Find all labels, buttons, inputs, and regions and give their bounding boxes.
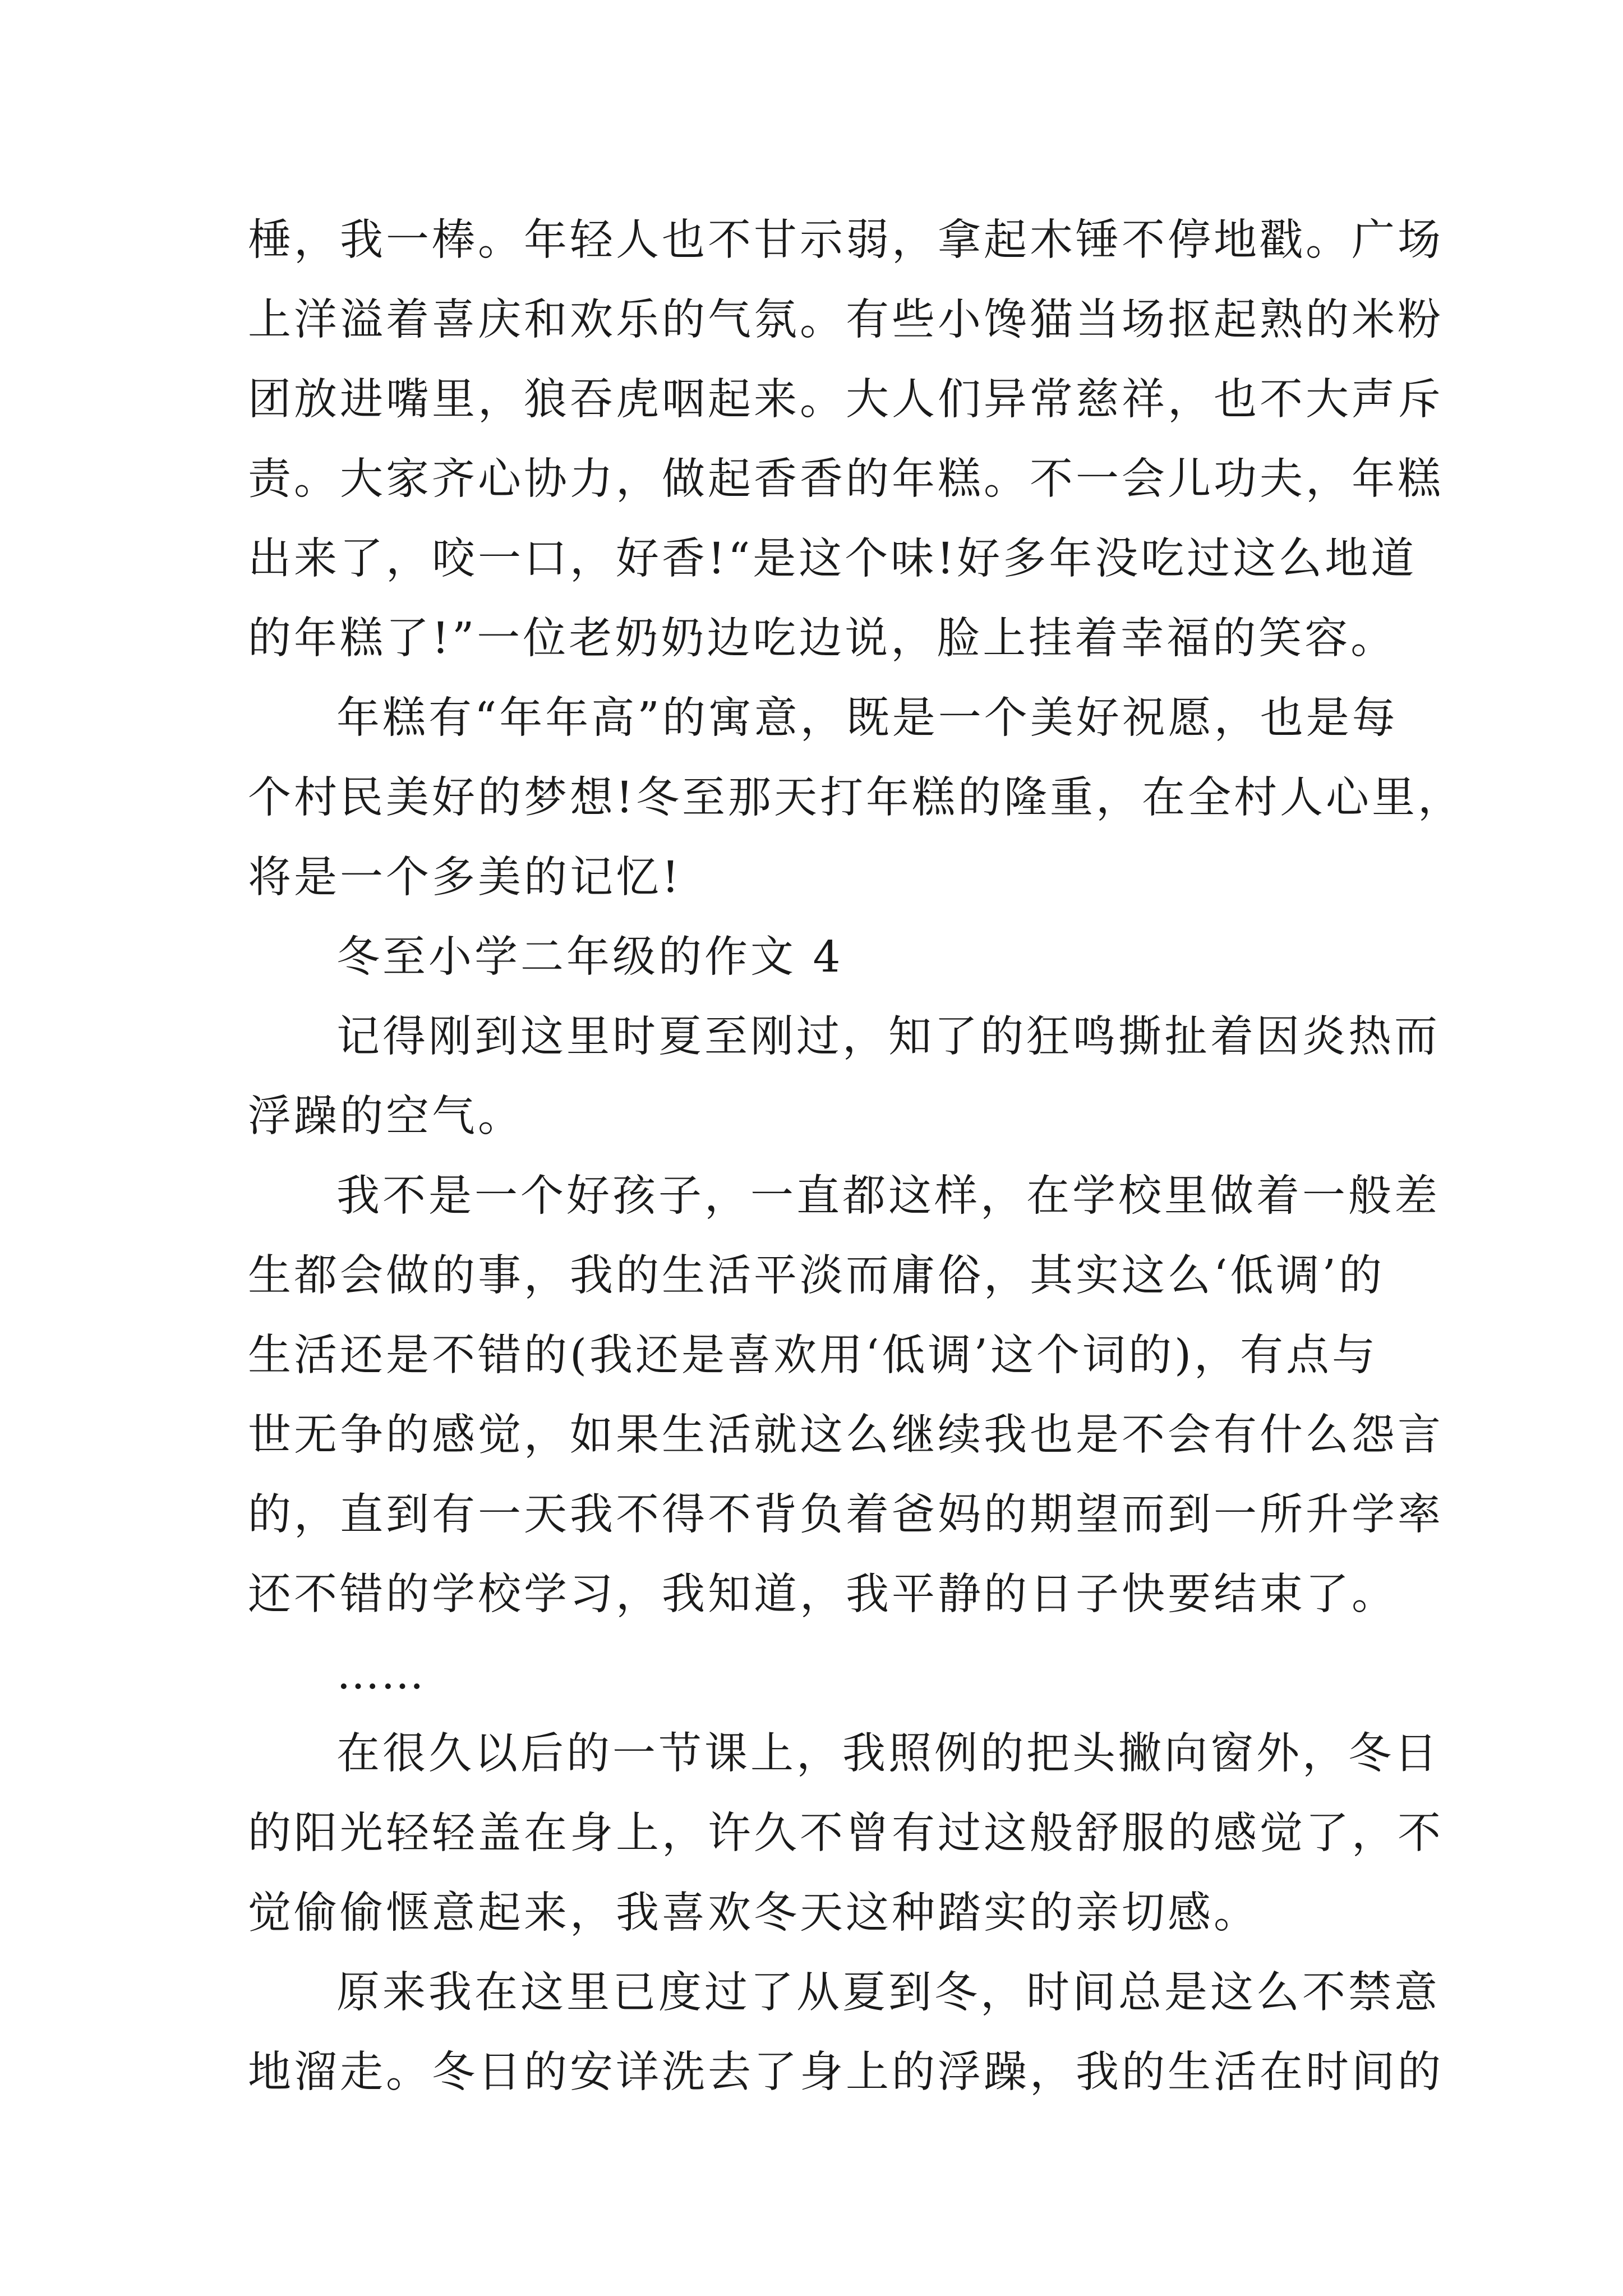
- text-line: 生都会做的事，我的生活平淡而庸俗，其实这么‘低调’的: [248, 1251, 1385, 1301]
- text-line: 上洋溢着喜庆和欢乐的气氛。有些小馋猫当场抠起熟的米粉: [248, 295, 1444, 345]
- text-line: 将是一个多美的记忆!: [248, 853, 682, 903]
- text-line: 个村民美好的梦想!冬至那天打年糕的隆重，在全村人心里，: [248, 773, 1464, 823]
- text-line: 团放进嘴里，狼吞虎咽起来。大人们异常慈祥，也不大声斥: [248, 375, 1444, 425]
- ellipsis-separator: ……: [336, 1649, 425, 1699]
- text-line: 还不错的学校学习，我知道，我平静的日子快要结束了。: [248, 1570, 1398, 1619]
- section-heading: 冬至小学二年级的作文 4: [336, 932, 843, 982]
- text-line: 的，直到有一天我不得不背负着爸妈的期望而到一所升学率: [248, 1490, 1444, 1540]
- document-body: [248, 201, 1464, 2113]
- paragraph-first-line: 记得刚到这里时夏至刚过，知了的狂鸣撕扯着因炎热而: [336, 1012, 1440, 1062]
- paragraph-first-line: 原来我在这里已度过了从夏到冬，时间总是这么不禁意: [336, 1968, 1440, 2018]
- paragraph-first-line: 在很久以后的一节课上，我照例的把头撇向窗外，冬日: [336, 1729, 1440, 1779]
- text-line: 的年糕了!”一位老奶奶边吃边说，脸上挂着幸福的笑容。: [248, 614, 1397, 664]
- paragraph-first-line: 年糕有“年年高”的寓意，既是一个美好祝愿，也是每: [336, 693, 1398, 743]
- text-line: 浮躁的空气。: [248, 1092, 524, 1142]
- text-line: 觉偷偷惬意起来，我喜欢冬天这种踏实的亲切感。: [248, 1888, 1260, 1938]
- text-line: 棰，我一棒。年轻人也不甘示弱，拿起木锤不停地戳。广场: [248, 215, 1444, 265]
- text-line: 地溜走。冬日的安详洗去了身上的浮躁，我的生活在时间的: [248, 2047, 1444, 2097]
- text-line: 出来了，咬一口，好香!“是这个味!好多年没吃过这么地道: [248, 534, 1417, 584]
- text-line: 责。大家齐心协力，做起香香的年糕。不一会儿功夫，年糕: [248, 454, 1444, 504]
- text-line: 生活还是不错的(我还是喜欢用‘低调’这个词的)，有点与: [248, 1331, 1378, 1381]
- paragraph-first-line: 我不是一个好孩子，一直都这样，在学校里做着一般差: [336, 1171, 1440, 1221]
- text-line: 的阳光轻轻盖在身上，许久不曾有过这般舒服的感觉了，不: [248, 1809, 1444, 1858]
- text-line: 世无争的感觉，如果生活就这么继续我也是不会有什么怨言: [248, 1410, 1444, 1460]
